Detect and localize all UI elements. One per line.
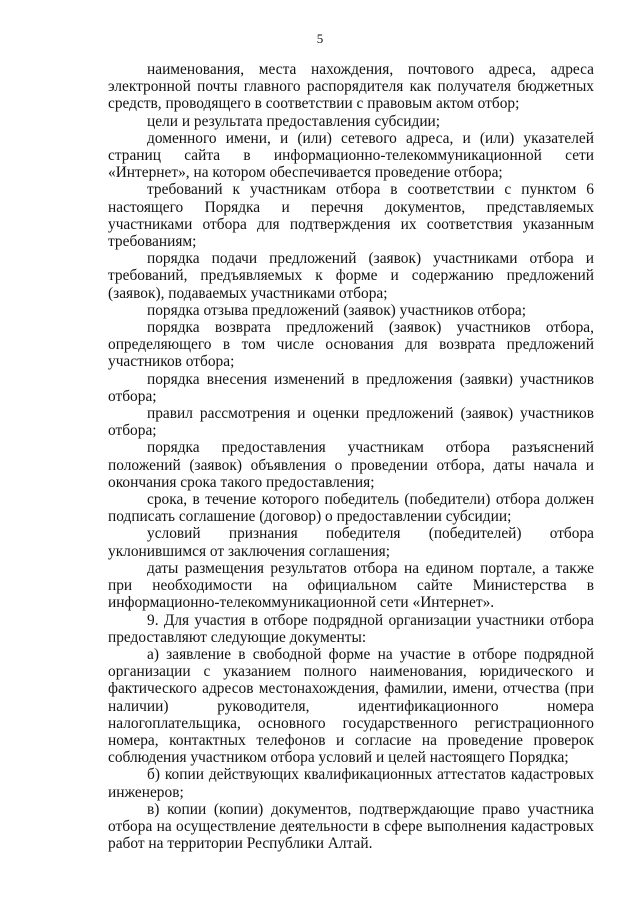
paragraph: цели и результата предоставления субсидии; — [147, 112, 441, 130]
paragraph: наименования, места нахождения, почтового адреса, адреса электронной почты главного распорядителя как получателя бюджетных средств, проводящего в соответствии с правовым актом отбор; — [108, 61, 594, 113]
paragraph: требований к участникам отбора в соответствии с пунктом 6 настоящего Порядка и перечня документов, представляемых участниками отбора для подтверждения их соответствия указанным требованиям; — [108, 181, 594, 251]
paragraph: срока, в течение которого победитель (победители) отбора должен подписать соглашение (договор) о предоставлении субсидии; — [108, 491, 594, 526]
paragraph: порядка подачи предложений (заявок) участниками отбора и требований, предъявляемых к форме и содержанию предложений (заявок), подаваемых участниками отбора; — [108, 250, 594, 302]
paragraph: порядка предоставления участникам отбора разъяснений положений (заявок) объявления о проведении отбора, даты начала и окончания срока такого предоставления; — [108, 439, 594, 491]
page-number: 5 — [316, 31, 324, 46]
paragraph: даты размещения результатов отбора на едином портале, а также при необходимости на официальном сайте Министерства в информационно-телекоммуникационной сети «Интернет». — [108, 559, 594, 612]
paragraph: порядка отзыва предложений (заявок) участников отбора; — [147, 301, 527, 319]
paragraph: 9. Для участия в отборе подрядной организации участники отбора предоставляют следующие документы: — [108, 611, 594, 646]
document-body — [108, 61, 594, 852]
paragraph: доменного имени, и (или) сетевого адреса, и (или) указателей страниц сайта в информационно-телекоммуникационной сети «Интернет», на котором обеспечивается проведение отбора; — [108, 129, 594, 182]
paragraph: в) копии (копии) документов, подтверждающие право участника отбора на осуществление деятельности в сфере выполнения кадастровых работ на территории Республики Алтай. — [108, 800, 594, 853]
paragraph: порядка возврата предложений (заявок) участников отбора, определяющего в том числе основания для возврата предложений участников отбора; — [108, 319, 594, 371]
paragraph: порядка внесения изменений в предложения (заявки) участников отбора; — [108, 370, 594, 405]
paragraph: правил рассмотрения и оценки предложений (заявок) участников отбора; — [108, 405, 594, 440]
paragraph: а) заявление в свободной форме на участие в отборе подрядной организации с указанием полного наименования, юридического и фактического адресов местонахождения, фамилии, имени, отчества (при наличии) руководителя, идентификационного номера налогоплательщика, основного государственного регистрационного номера, контактных телефонов и согласие на проведение проверок соблюдения участником отбора условий и целей настоящего Порядка; — [108, 645, 594, 767]
paragraph: условий признания победителя (победителей) отбора уклонившимся от заключения соглашения; — [108, 525, 594, 560]
paragraph: б) копии действующих квалификационных аттестатов кадастровых инженеров; — [108, 766, 594, 801]
